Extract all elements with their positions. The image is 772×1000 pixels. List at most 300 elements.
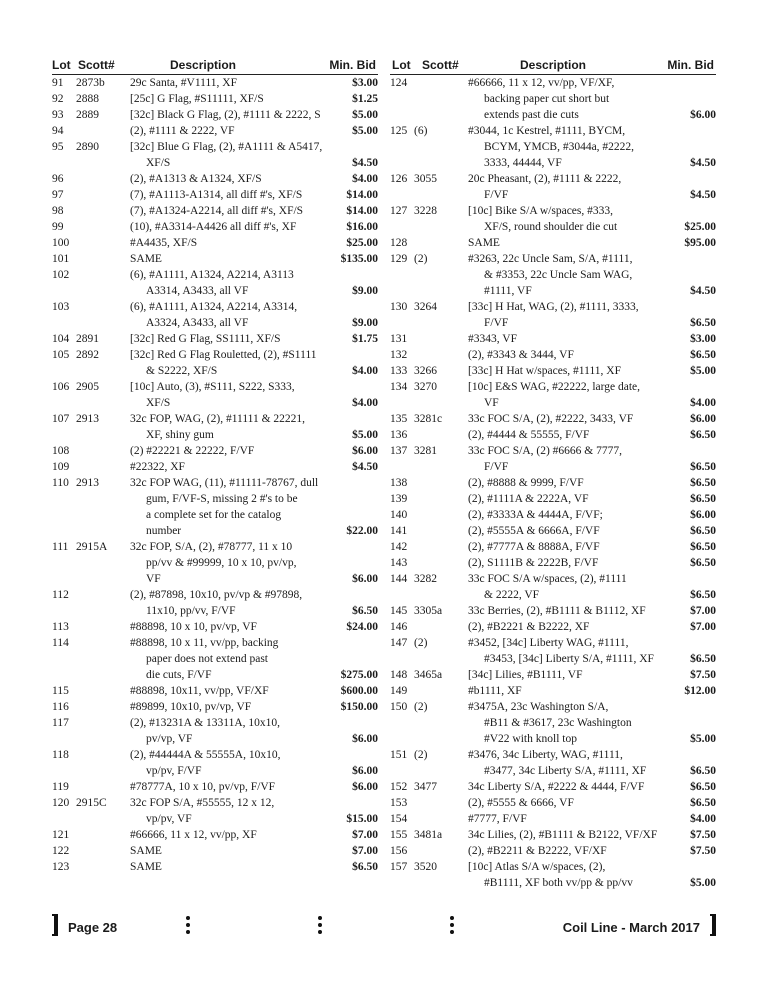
lot-row: [52, 459, 378, 475]
min-bid: $4.00: [352, 365, 378, 377]
description-line: #1111, VF: [484, 285, 532, 297]
lot-description: [130, 635, 314, 683]
lot-description: [130, 379, 314, 411]
min-bid: $6.00: [352, 781, 378, 793]
lot-description: [468, 491, 652, 507]
description-line: a complete set for the catalog: [146, 509, 282, 521]
lot-description: [130, 331, 314, 347]
lot-number: 113: [52, 621, 69, 633]
description-line: backing paper cut short but: [484, 93, 610, 105]
lot-description: [468, 795, 652, 811]
lot-row: [52, 619, 378, 635]
lot-description: [468, 667, 652, 683]
description-line: 33c Berries, (2), #B1111 & B1112, XF: [468, 605, 646, 617]
lot-number: 121: [52, 829, 70, 841]
lot-row: [390, 299, 716, 331]
lot-number: 115: [52, 685, 69, 697]
description-line: #B11 & #3617, 23c Washington: [484, 717, 632, 729]
scott-number: 2915A: [76, 541, 108, 553]
description-line: XF/S: [146, 397, 171, 409]
description-line: (6), #A1111, A1324, A2214, A3314,: [130, 301, 298, 313]
lot-row: [390, 203, 716, 235]
publication-title: Coil Line - March 2017: [562, 920, 700, 935]
description-line: 11x10, pp/vv, F/VF: [146, 605, 236, 617]
lot-row: [52, 267, 378, 299]
description-line: (6), #A1111, A1324, A2214, A3113: [130, 269, 294, 281]
description-line: #3044, 1c Kestrel, #1111, BYCM,: [468, 125, 626, 137]
lot-number: 127: [390, 205, 408, 217]
lot-number: 119: [52, 781, 69, 793]
description-line: & #3353, 22c Uncle Sam WAG,: [484, 269, 633, 281]
min-bid: $7.50: [690, 829, 716, 841]
min-bid: $4.50: [352, 157, 378, 169]
scott-number: 2873b: [76, 77, 105, 89]
description-line: 20c Pheasant, (2), #1111 & 2222,: [468, 173, 622, 185]
min-bid: $7.00: [352, 845, 378, 857]
description-line: #A4435, XF/S: [130, 237, 198, 249]
lot-row: [52, 123, 378, 139]
lot-description: [130, 459, 314, 475]
description-line: #V22 with knoll top: [484, 733, 577, 745]
lot-description: [468, 571, 652, 603]
lot-description: [468, 699, 652, 747]
min-bid: $5.00: [690, 733, 716, 745]
min-bid: $9.00: [352, 285, 378, 297]
lot-description: [468, 411, 652, 427]
lot-number: 157: [390, 861, 408, 873]
min-bid: $7.50: [690, 845, 716, 857]
description-line: [10c] Auto, (3), #S111, S222, S333,: [130, 381, 295, 393]
description-line: 32c FOP, S/A, (2), #78777, 11 x 10: [130, 541, 293, 553]
description-line: #89899, 10x10, pv/vp, VF: [130, 701, 252, 713]
lot-number: 134: [390, 381, 408, 393]
description-line: #3343, VF: [468, 333, 517, 345]
description-line: [33c] H Hat, WAG, (2), #1111, 3333,: [468, 301, 639, 313]
description-line: die cuts, F/VF: [146, 669, 212, 681]
lot-number: 101: [52, 253, 70, 265]
lot-number: 136: [390, 429, 408, 441]
dots-ornament: [318, 916, 322, 940]
lot-description: [130, 843, 314, 859]
description-line: (10), #A3314-A4426 all diff #'s, XF: [130, 221, 297, 233]
lot-description: [468, 171, 652, 203]
min-bid: $4.50: [352, 461, 378, 473]
description-line: #3477, 34c Liberty S/A, #1111, XF: [484, 765, 647, 777]
description-line: & 2222, VF: [484, 589, 540, 601]
description-line: #3452, [34c] Liberty WAG, #1111,: [468, 637, 629, 649]
description-line: [32c] Red G Flag, SS1111, XF/S: [130, 333, 281, 345]
lot-row: [52, 587, 378, 619]
lot-description: [468, 683, 652, 699]
lot-list: [390, 75, 716, 891]
lot-number: 110: [52, 477, 69, 489]
description-line: #3453, [34c] Liberty S/A, #1111, XF: [484, 653, 654, 665]
column-header: [390, 58, 716, 75]
lot-description: [468, 75, 652, 123]
lot-description: [468, 507, 652, 523]
lot-description: [468, 859, 652, 891]
lot-description: [130, 683, 314, 699]
lot-description: [468, 427, 652, 443]
lot-row: [52, 779, 378, 795]
scott-number: 2913: [76, 413, 99, 425]
min-bid: $3.00: [352, 77, 378, 89]
lot-number: 108: [52, 445, 70, 457]
lot-row: [390, 347, 716, 363]
lot-row: [390, 779, 716, 795]
lot-number: 120: [52, 797, 70, 809]
description-line: [10c] Atlas S/A w/spaces, (2),: [468, 861, 606, 873]
min-bid: $7.50: [690, 669, 716, 681]
lot-number: 137: [390, 445, 408, 457]
description-line: extends past die cuts: [484, 109, 579, 121]
description-line: (2), #44444A & 55555A, 10x10,: [130, 749, 281, 761]
description-line: (7), #A1324-A2214, all diff #'s, XF/S: [130, 205, 304, 217]
lot-row: [390, 699, 716, 747]
lot-row: [390, 427, 716, 443]
description-line: A3314, A3433, all VF: [146, 285, 249, 297]
scott-number: (2): [414, 701, 428, 713]
lot-row: [52, 75, 378, 91]
lot-row: [52, 795, 378, 827]
min-bid: $7.00: [690, 621, 716, 633]
scott-number: 2915C: [76, 797, 107, 809]
lot-description: [468, 203, 652, 235]
header-lot: Lot: [52, 58, 71, 72]
scott-number: 3305a: [414, 605, 443, 617]
lot-row: [52, 347, 378, 379]
lot-row: [390, 571, 716, 603]
lot-row: [52, 91, 378, 107]
lot-number: 143: [390, 557, 408, 569]
lot-description: [468, 347, 652, 363]
min-bid: $6.00: [352, 573, 378, 585]
header-min-bid: Min. Bid: [329, 58, 376, 72]
description-line: XF, shiny gum: [146, 429, 214, 441]
min-bid: $6.50: [690, 541, 716, 553]
lot-number: 96: [52, 173, 64, 185]
lot-number: 103: [52, 301, 70, 313]
lot-description: [130, 299, 314, 331]
lot-description: [468, 523, 652, 539]
description-line: pp/vv & #99999, 10 x 10, pv/vp,: [146, 557, 297, 569]
scott-number: 3281: [414, 445, 437, 457]
scott-number: 3465a: [414, 669, 443, 681]
description-line: VF: [146, 573, 161, 585]
lot-number: 154: [390, 813, 408, 825]
lot-number: 138: [390, 477, 408, 489]
scott-number: (2): [414, 253, 428, 265]
lot-description: [130, 171, 314, 187]
description-line: 34c Lilies, (2), #B1111 & B2122, VF/XF: [468, 829, 658, 841]
lot-row: [390, 475, 716, 491]
lot-row: [52, 683, 378, 699]
description-line: (2), #3333A & 4444A, F/VF;: [468, 509, 603, 521]
lot-description: [468, 619, 652, 635]
lot-number: 147: [390, 637, 408, 649]
min-bid: $6.50: [690, 781, 716, 793]
lot-row: [52, 219, 378, 235]
lot-number: 141: [390, 525, 408, 537]
lot-row: [390, 747, 716, 779]
lot-number: 99: [52, 221, 64, 233]
description-line: 33c FOC S/A w/spaces, (2), #1111: [468, 573, 627, 585]
min-bid: $25.00: [684, 221, 716, 233]
lot-description: [130, 747, 314, 779]
min-bid: $6.00: [690, 413, 716, 425]
lot-row: [52, 299, 378, 331]
min-bid: $6.00: [690, 509, 716, 521]
description-line: 32c FOP S/A, #55555, 12 x 12,: [130, 797, 275, 809]
lot-number: 98: [52, 205, 64, 217]
description-line: (2), #1111 & 2222, VF: [130, 125, 235, 137]
lot-number: 123: [52, 861, 70, 873]
scott-number: 3481a: [414, 829, 443, 841]
scott-number: 3520: [414, 861, 437, 873]
min-bid: $4.00: [690, 813, 716, 825]
lot-row: [390, 635, 716, 667]
description-line: (2), #5555A & 6666A, F/VF: [468, 525, 600, 537]
min-bid: $12.00: [684, 685, 716, 697]
description-line: gum, F/VF-S, missing 2 #'s to be: [146, 493, 298, 505]
min-bid: $3.00: [690, 333, 716, 345]
description-line: SAME: [130, 861, 162, 873]
description-line: #66666, 11 x 12, vv/pp, VF/XF,: [468, 77, 615, 89]
lot-number: 104: [52, 333, 70, 345]
description-line: #b1111, XF: [468, 685, 522, 697]
scott-number: 2891: [76, 333, 99, 345]
min-bid: $9.00: [352, 317, 378, 329]
min-bid: $7.00: [352, 829, 378, 841]
description-line: (2), #B2211 & B2222, VF/XF: [468, 845, 607, 857]
lot-number: 144: [390, 573, 408, 585]
min-bid: $6.50: [690, 429, 716, 441]
lot-number: 146: [390, 621, 408, 633]
min-bid: $5.00: [352, 125, 378, 137]
lot-description: [468, 123, 652, 171]
min-bid: $6.00: [352, 733, 378, 745]
min-bid: $6.50: [690, 653, 716, 665]
lot-row: [390, 443, 716, 475]
scott-number: 2888: [76, 93, 99, 105]
description-line: pv/vp, VF: [146, 733, 193, 745]
description-line: #3263, 22c Uncle Sam, S/A, #1111,: [468, 253, 633, 265]
header-description: Description: [520, 58, 587, 72]
lot-number: 125: [390, 125, 408, 137]
lot-row: [52, 139, 378, 171]
lot-row: [390, 555, 716, 571]
lot-number: 95: [52, 141, 64, 153]
description-line: #88898, 10x11, vv/pp, VF/XF: [130, 685, 269, 697]
lot-number: 94: [52, 125, 64, 137]
header-description: Description: [170, 58, 237, 72]
min-bid: $14.00: [346, 189, 378, 201]
description-line: (2), #4444 & 55555, F/VF: [468, 429, 590, 441]
lot-row: [390, 603, 716, 619]
description-line: (7), #A1113-A1314, all diff #'s, XF/S: [130, 189, 303, 201]
description-line: (2), #87898, 10x10, pv/vp & #97898,: [130, 589, 303, 601]
lot-description: [130, 411, 314, 443]
lot-description: [130, 203, 314, 219]
lot-row: [52, 699, 378, 715]
lot-number: 124: [390, 77, 408, 89]
description-line: [32c] Red G Flag Rouletted, (2), #S1111: [130, 349, 317, 361]
lot-row: [52, 443, 378, 459]
lot-number: 114: [52, 637, 69, 649]
min-bid: $25.00: [346, 237, 378, 249]
lot-number: 148: [390, 669, 408, 681]
lot-row: [52, 107, 378, 123]
lot-row: [390, 411, 716, 427]
lot-row: [390, 123, 716, 171]
description-line: vp/pv, F/VF: [146, 765, 202, 777]
lot-description: [468, 555, 652, 571]
lot-row: [390, 379, 716, 411]
header-lot: Lot: [392, 58, 411, 72]
scott-number: 2889: [76, 109, 99, 121]
min-bid: $6.00: [352, 765, 378, 777]
lot-row: [390, 827, 716, 843]
lot-description: [130, 539, 314, 587]
description-line: #7777, F/VF: [468, 813, 527, 825]
lot-description: [468, 331, 652, 347]
lot-description: [130, 267, 314, 299]
min-bid: $6.00: [352, 445, 378, 457]
lot-number: 128: [390, 237, 408, 249]
min-bid: $95.00: [684, 237, 716, 249]
description-line: [25c] G Flag, #S11111, XF/S: [130, 93, 264, 105]
lot-description: [130, 795, 314, 827]
description-line: (2), #A1313 & A1324, XF/S: [130, 173, 262, 185]
lot-row: [390, 491, 716, 507]
min-bid: $6.50: [690, 477, 716, 489]
lot-number: 117: [52, 717, 69, 729]
lot-row: [390, 811, 716, 827]
min-bid: $6.50: [352, 605, 378, 617]
scott-number: 3270: [414, 381, 437, 393]
lot-row: [390, 843, 716, 859]
description-line: 32c FOP WAG, (11), #11111-78767, dull: [130, 477, 319, 489]
scott-number: (2): [414, 749, 428, 761]
lot-number: 118: [52, 749, 69, 761]
lot-row: [390, 683, 716, 699]
lot-number: 129: [390, 253, 408, 265]
description-line: #88898, 10 x 10, pv/vp, VF: [130, 621, 257, 633]
lot-description: [468, 827, 658, 843]
description-line: (2), #7777A & 8888A, F/VF: [468, 541, 600, 553]
min-bid: $1.25: [352, 93, 378, 105]
min-bid: $22.00: [346, 525, 378, 537]
lot-description: [130, 75, 314, 91]
description-line: A3324, A3433, all VF: [146, 317, 249, 329]
description-line: [32c] Black G Flag, (2), #1111 & 2222, S: [130, 109, 321, 121]
right-bracket-ornament: [712, 914, 716, 936]
description-line: (2), #3343 & 3444, VF: [468, 349, 574, 361]
min-bid: $1.75: [352, 333, 378, 345]
min-bid: $4.00: [352, 397, 378, 409]
right-column: [390, 58, 716, 891]
lot-description: [468, 779, 652, 795]
scott-number: 3477: [414, 781, 437, 793]
min-bid: $4.50: [690, 157, 716, 169]
lot-number: 102: [52, 269, 70, 281]
description-line: 33c FOC S/A, (2) #6666 & 7777,: [468, 445, 622, 457]
description-line: 33c FOC S/A, (2), #2222, 3433, VF: [468, 413, 634, 425]
lot-number: 152: [390, 781, 408, 793]
min-bid: $275.00: [340, 669, 378, 681]
lot-row: [390, 795, 716, 811]
lot-row: [390, 667, 716, 683]
lot-row: [52, 827, 378, 843]
lot-number: 130: [390, 301, 408, 313]
lot-row: [52, 747, 378, 779]
lot-row: [52, 475, 378, 539]
min-bid: $4.00: [690, 397, 716, 409]
description-line: #22322, XF: [130, 461, 185, 473]
scott-number: 3264: [414, 301, 437, 313]
description-line: (2) #22221 & 22222, F/VF: [130, 445, 255, 457]
lot-number: 145: [390, 605, 408, 617]
lot-description: [130, 251, 314, 267]
lot-row: [390, 619, 716, 635]
lot-description: [468, 235, 652, 251]
lot-number: 131: [390, 333, 408, 345]
description-line: XF/S, round shoulder die cut: [484, 221, 618, 233]
lot-row: [52, 379, 378, 411]
lot-description: [130, 187, 314, 203]
scott-number: 3055: [414, 173, 437, 185]
description-line: 32c FOP, WAG, (2), #11111 & 22221,: [130, 413, 306, 425]
lot-description: [468, 379, 652, 411]
description-line: SAME: [130, 845, 162, 857]
lot-description: [130, 235, 314, 251]
lot-row: [52, 843, 378, 859]
lot-number: 150: [390, 701, 408, 713]
min-bid: $6.50: [690, 589, 716, 601]
min-bid: $6.50: [690, 765, 716, 777]
lot-row: [390, 859, 716, 891]
min-bid: $4.50: [690, 189, 716, 201]
lot-number: 122: [52, 845, 70, 857]
left-bracket-ornament: [54, 914, 58, 936]
lot-description: [130, 443, 314, 459]
description-line: #78777A, 10 x 10, pv/vp, F/VF: [130, 781, 276, 793]
lot-row: [52, 411, 378, 443]
lot-number: 109: [52, 461, 70, 473]
lot-number: 100: [52, 237, 70, 249]
lot-row: [390, 507, 716, 523]
lot-row: [390, 251, 716, 299]
description-line: [32c] Blue G Flag, (2), #A1111 & A5417,: [130, 141, 323, 153]
column-header: [52, 58, 378, 75]
lot-row: [390, 75, 716, 123]
description-line: #3476, 34c Liberty, WAG, #1111,: [468, 749, 623, 761]
lot-row: [52, 203, 378, 219]
page-footer: [0, 908, 772, 938]
lot-number: 97: [52, 189, 64, 201]
lot-number: 107: [52, 413, 70, 425]
min-bid: $24.00: [346, 621, 378, 633]
lot-description: [468, 635, 652, 667]
min-bid: $6.50: [690, 797, 716, 809]
lot-row: [390, 539, 716, 555]
description-line: (2), #13231A & 13311A, 10x10,: [130, 717, 281, 729]
description-line: (2), S1111B & 2222B, F/VF: [468, 557, 599, 569]
lot-description: [130, 859, 314, 875]
lot-description: [130, 91, 314, 107]
lot-number: 151: [390, 749, 408, 761]
description-line: [34c] Lilies, #B1111, VF: [468, 669, 583, 681]
